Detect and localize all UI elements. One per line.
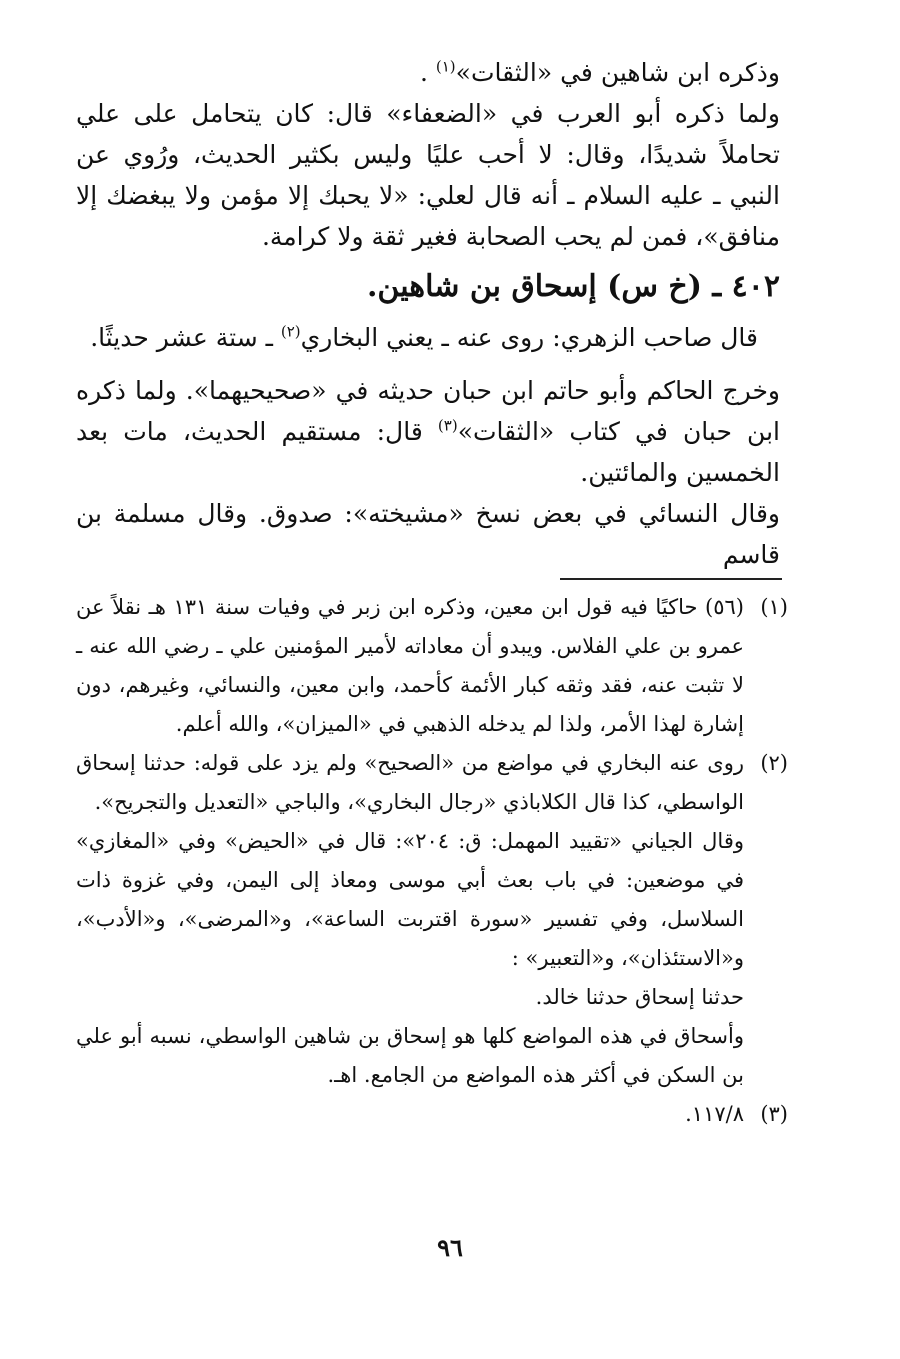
footnote-number: (١) [760, 595, 788, 619]
footnote-paragraph: ١١٧/٨. [685, 1102, 744, 1126]
footnote-3 [76, 1095, 788, 1134]
footnote-paragraph: (٥٦) حاكيًا فيه قول ابن معين، وذكره ابن زبر في وفيات سنة ١٣١ هـ نقلاً عن عمرو بن علي الفلاس. ويبدو أن معاداته لأمير المؤمنين علي ـ رضي الله عنه ـ لا تثبت عنه، فقد وثقه كبار الأئمة كأحمد، وابن معين، والنسائي، وغيرهم، دون إشارة لهذا الأمر، ولذا لم يدخله الذهبي في «الميزان»، والله أعلم. [76, 595, 744, 736]
paragraph-3-text: قال صاحب الزهري: روى عنه ـ يعني البخاري [300, 323, 758, 352]
footnote-divider [560, 578, 782, 580]
footnote-ref-3: (٣) [437, 416, 458, 435]
footnote-ref-1: (١) [435, 57, 456, 76]
main-text [76, 52, 780, 575]
footnote-body [76, 744, 744, 1095]
paragraph-4-end: قال: مستقيم الحديث، مات بعد الخمسين والمائتين. [76, 417, 780, 487]
footnote-body [76, 588, 744, 744]
footnotes [76, 588, 788, 1134]
paragraph-4-text: وخرج الحاكم وأبو حاتم ابن حبان حديثه في «صحيحيهما». ولما ذكره ابن حبان في كتاب «الثقات» [76, 376, 780, 446]
entry-heading: ٤٠٢ ـ (خ س) إسحاق بن شاهين. [366, 269, 780, 304]
footnote-paragraph: حدثنا إسحاق حدثنا خالد. [535, 985, 744, 1009]
footnote-paragraph: روى عنه البخاري في مواضع من «الصحيح» ولم يزد على قوله: حدثنا إسحاق الواسطي، كذا قال الكلاباذي «رجال البخاري»، والباجي «التعديل والتجريح». [76, 751, 744, 814]
footnote-body [76, 1095, 744, 1134]
paragraph-5: وقال النسائي في بعض نسخ «مشيخته»: صدوق. وقال مسلمة بن قاسم [76, 499, 780, 569]
paragraph-1 [76, 52, 780, 93]
footnote-paragraph: وقال الجياني «تقييد المهمل: ق: ٢٠٤»: قال في «الحيض» وفي «المغازي» في موضعين: في باب بعث أبي موسى ومعاذ إلى اليمن، وفي غزوة ذات السلاسل، وفي تفسير «سورة اقتربت الساعة»، و«المرضى»، و«الأدب»، و«الاستئذان»، و«التعبير» : [76, 829, 744, 970]
page-number: ٩٦ [437, 1233, 463, 1262]
paragraph-1-end: . [419, 58, 436, 87]
paragraph-3 [76, 317, 780, 358]
paragraph-3-end: ـ ستة عشر حديثًا. [90, 323, 281, 352]
footnote-1 [76, 588, 788, 744]
footnote-ref-2: (٢) [280, 322, 301, 341]
paragraph-4 [76, 370, 780, 493]
paragraph-2: ولما ذكره أبو العرب في «الضعفاء» قال: كان يتحامل على علي تحاملاً شديدًا، وقال: لا أحب عليًا وليس بكثير الحديث، ورُوي عن النبي ـ عليه السلام ـ أنه قال لعلي: «لا يحبك إلا مؤمن ولا يبغضك إلا منافق»، فمن لم يحب الصحابة فغير ثقة ولا كرامة. [76, 99, 780, 251]
footnote-number: (٣) [760, 1102, 788, 1126]
footnote-number: (٢) [760, 751, 788, 775]
paragraph-1-text: وذكره ابن شاهين في «الثقات» [455, 58, 780, 87]
footnote-2 [76, 744, 788, 1095]
footnote-paragraph: وأسحاق في هذه المواضع كلها هو إسحاق بن شاهين الواسطي، نسبه أبو علي بن السكن في أكثر هذه المواضع من الجامع. اهـ. [76, 1024, 744, 1087]
